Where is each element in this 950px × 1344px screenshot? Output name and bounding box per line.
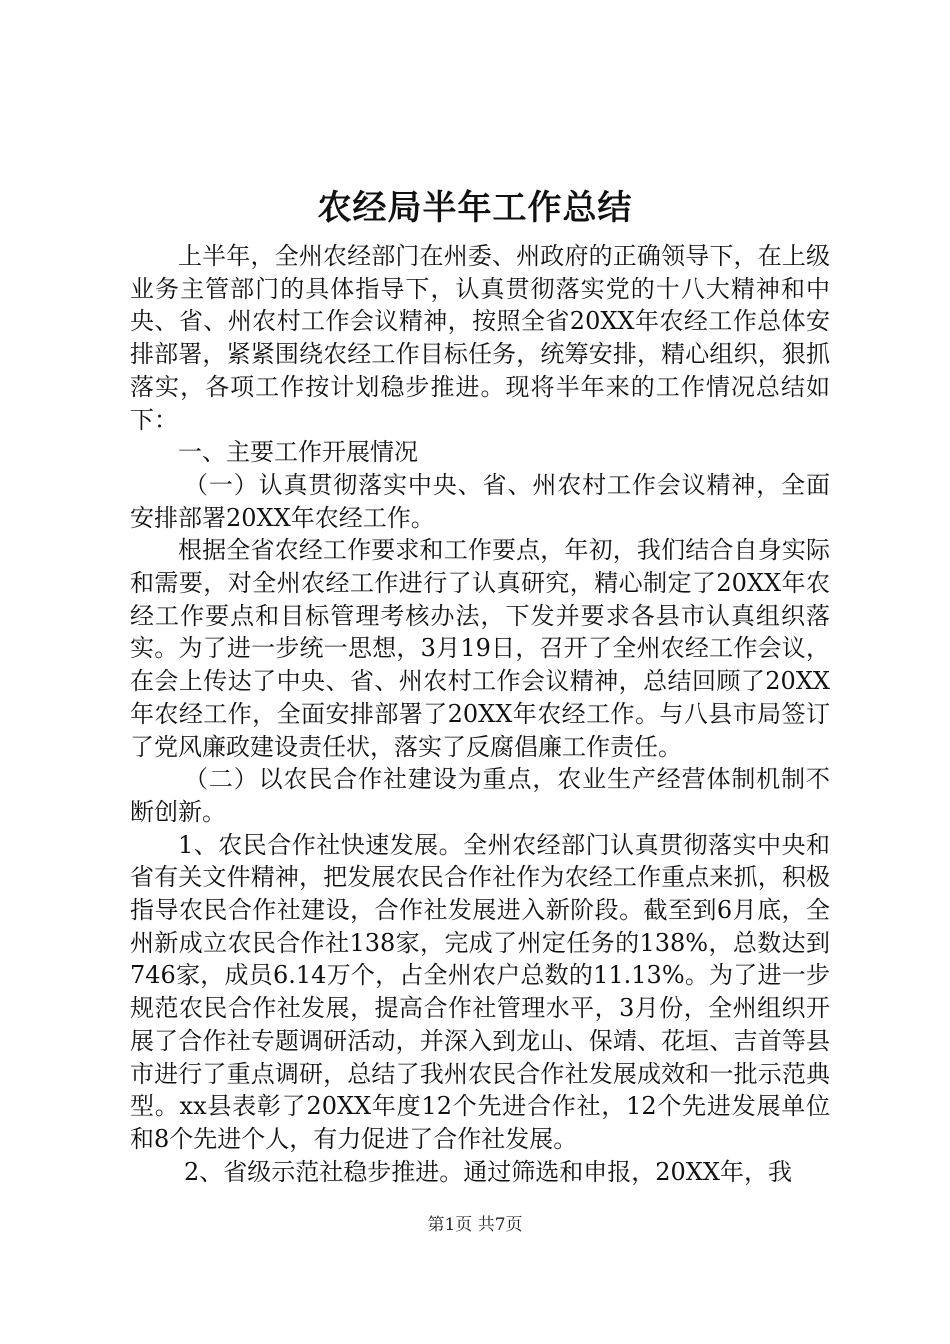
document-body — [130, 240, 830, 1188]
subsection-heading-2: （二）以农民合作社建设为重点，农业生产经营体制机制不断创新。 — [130, 765, 830, 826]
body-paragraph: 1、农民合作社快速发展。全州农经部门认真贯彻落实中央和省有关文件精神，把发展农民合作社作为农经工作重点来抓，积极指导农民合作社建设，合作社发展进入新阶段。截至到6月底，全州新成立农民合作社138家，完成了州定任务的138%，总数达到746家，成员6.14万个，占全州农户总数的11.13%。为了进一步规范农民合作社发展，提高合作社管理水平，3月份，全州组织开展了合作社专题调研活动，并深入到龙山、保靖、花垣、吉首等县市进行了重点调研，总结了我州农民合作社发展成效和一批示范典型。xx县表彰了20XX年度12个先进合作社，12个先进发展单位和8个先进个人，有力促进了合作社发展。 — [130, 830, 830, 1153]
document-title: 农经局半年工作总结 — [317, 188, 633, 228]
page-number-footer: 第1页 共7页 — [427, 1215, 523, 1235]
subsection-heading-1: （一）认真贯彻落实中央、省、州农村工作会议精神，全面安排部署20XX年农经工作。 — [130, 470, 830, 532]
body-paragraph: 2、省级示范社稳步推进。通过筛选和申报，20XX年，我 — [184, 1157, 792, 1186]
body-paragraph: 根据全省农经工作要求和工作要点，年初，我们结合自身实际和需要，对全州农经工作进行了认真研究，精心制定了20XX年农经工作要点和目标管理考核办法，下发并要求各县市认真组织落实。为了进一步统一思想，3月19日，召开了全州农经工作会议，在会上传达了中央、省、州农村工作会议精神，总结回顾了20XX年农经工作，全面安排部署了20XX年农经工作。与八县市局签订了党风廉政建设责任状，落实了反腐倡廉工作责任。 — [130, 536, 830, 761]
intro-paragraph: 上半年，全州农经部门在州委、州政府的正确领导下，在上级业务主管部门的具体指导下，认真贯彻落实党的十八大精神和中央、省、州农村工作会议精神，按照全省20XX年农经工作总体安排部署，紧紧围绕农经工作目标任务，统筹安排，精心组织，狠抓落实，各项工作按计划稳步推进。现将半年来的工作情况总结如下： — [130, 242, 830, 434]
section-heading-main-work: 一、主要工作开展情况 — [178, 438, 418, 467]
